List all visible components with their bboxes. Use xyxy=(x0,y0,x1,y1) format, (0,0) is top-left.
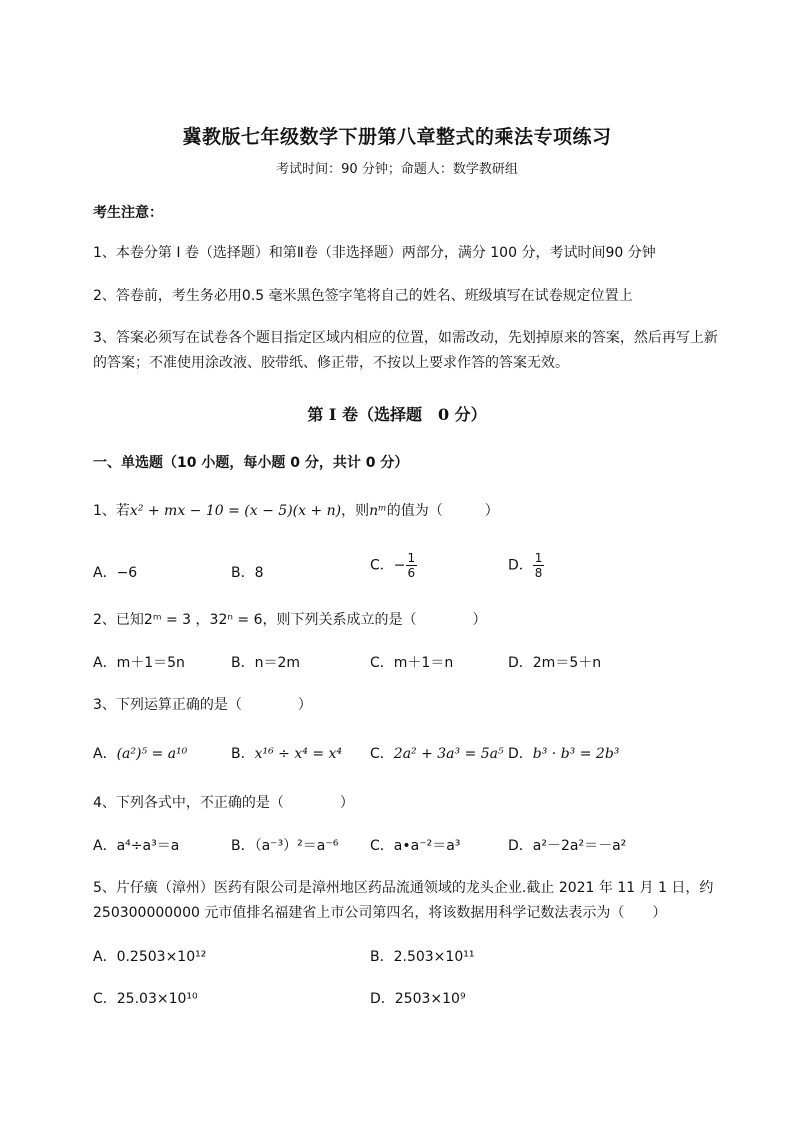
question-number: 1、 xyxy=(93,503,116,519)
option-sign: − xyxy=(393,557,406,574)
option-c[interactable]: C．25.03×10¹⁰ xyxy=(93,991,198,1007)
option-a[interactable]: A．0.2503×10¹² xyxy=(93,949,207,965)
option-label: C． xyxy=(370,746,394,762)
option-label: A． xyxy=(93,746,117,762)
question-4 xyxy=(93,792,354,812)
section-title: 第 I 卷（选择题 0 分） xyxy=(307,405,487,424)
question-text: 若 xyxy=(115,503,130,519)
question-text: 下列运算正确的是（ ） xyxy=(115,697,312,713)
fraction-denominator: 8 xyxy=(534,566,543,580)
option-b[interactable] xyxy=(231,743,342,763)
question-number: 2、 xyxy=(93,612,116,628)
question-text: 片仔癀（漳州）医药有限公司是漳州地区药品流通领域的龙头企业.截止 2021 年 11 月 1 日，约 xyxy=(115,880,714,896)
option-label: D． xyxy=(508,557,533,574)
option-label: B． xyxy=(231,565,255,581)
option-label: A． xyxy=(93,565,117,581)
option-label: B． xyxy=(231,746,255,762)
fraction-numerator: 1 xyxy=(407,551,416,565)
option-b[interactable] xyxy=(231,562,264,582)
option-c[interactable] xyxy=(370,551,417,580)
option-b[interactable]: B．2.503×10¹¹ xyxy=(370,949,475,965)
fraction xyxy=(406,551,418,580)
math-expression: nᵐ xyxy=(369,503,387,519)
option-d[interactable]: D．a²－2a²＝－a² xyxy=(508,838,627,854)
math-expression: x² + mx − 10 = (x − 5)(x + n) xyxy=(129,503,342,519)
question-number: 3、 xyxy=(93,697,116,713)
option-value: b³ · b³ = 2b³ xyxy=(532,746,620,762)
question-text: 下列各式中，不正确的是（ ） xyxy=(115,795,354,811)
notice-item-3: 3、答案必须写在试卷各个题目指定区域内相应的位置，如需改动，先划掉原来的答案，然后再写上新 xyxy=(93,330,718,346)
question-text: 已知2ᵐ = 3 ，32ⁿ = 6，则下列关系成立的是（ ） xyxy=(115,612,487,628)
option-c[interactable] xyxy=(370,743,504,763)
part-heading: 一、单选题（10 小题，每小题 0 分，共计 0 分） xyxy=(93,455,409,471)
exam-subtitle: 考试时间：90 分钟；命题人：数学教研组 xyxy=(276,162,518,177)
option-value: 2a² + 3a³ = 5a⁵ xyxy=(393,746,504,762)
question-2 xyxy=(93,609,486,629)
notice-item-1: 1、本卷分第 I 卷（选择题）和第Ⅱ卷（非选择题）两部分，满分 100 分，考试时间90 分钟 xyxy=(93,245,656,261)
option-a[interactable] xyxy=(93,743,187,763)
option-value: 8 xyxy=(254,565,264,581)
option-d[interactable] xyxy=(508,743,619,763)
fraction xyxy=(533,551,545,580)
option-value: x¹⁶ ÷ x⁴ = x⁴ xyxy=(254,746,343,762)
option-value: −6 xyxy=(116,565,138,581)
question-1 xyxy=(93,500,499,520)
option-c[interactable]: C．m＋1＝n xyxy=(370,655,454,671)
question-text: ，则 xyxy=(341,503,370,519)
option-a[interactable]: A．a⁴÷a³＝a xyxy=(93,838,180,854)
question-number: 5、 xyxy=(93,880,116,896)
option-b[interactable]: B．n＝2m xyxy=(231,655,301,671)
notice-item-2: 2、答卷前，考生务必用0.5 毫米黑色签字笔将自己的姓名、班级填写在试卷规定位置上 xyxy=(93,288,633,304)
option-c[interactable]: C．a•a⁻²＝a³ xyxy=(370,838,461,854)
option-value: (a²)⁵ = a¹⁰ xyxy=(116,746,188,762)
option-d[interactable]: D．2503×10⁹ xyxy=(370,991,466,1007)
notice-heading: 考生注意： xyxy=(93,205,163,221)
question-5-cont: 250300000000 元市值排名福建省上市公司第四名，将该数据用科学记数法表示为（ ） xyxy=(93,905,667,921)
question-3 xyxy=(93,694,312,714)
fraction-denominator: 6 xyxy=(407,566,416,580)
option-label: C． xyxy=(370,557,394,574)
exam-title: 冀教版七年级数学下册第八章整式的乘法专项练习 xyxy=(182,126,612,148)
option-a[interactable]: A．m＋1＝5n xyxy=(93,655,185,671)
question-number: 4、 xyxy=(93,795,116,811)
option-d[interactable]: D．2m＝5＋n xyxy=(508,655,602,671)
question-text: 的值为（ ） xyxy=(386,503,499,519)
option-b[interactable]: B．（a⁻³）²＝a⁻⁶ xyxy=(231,838,339,854)
fraction-numerator: 1 xyxy=(534,551,543,565)
option-a[interactable] xyxy=(93,562,137,582)
option-label: D． xyxy=(508,746,533,762)
notice-item-3-cont: 的答案；不准使用涂改液、胶带纸、修正带，不按以上要求作答的答案无效。 xyxy=(93,355,569,371)
question-5 xyxy=(93,877,713,897)
option-d[interactable] xyxy=(508,551,544,580)
